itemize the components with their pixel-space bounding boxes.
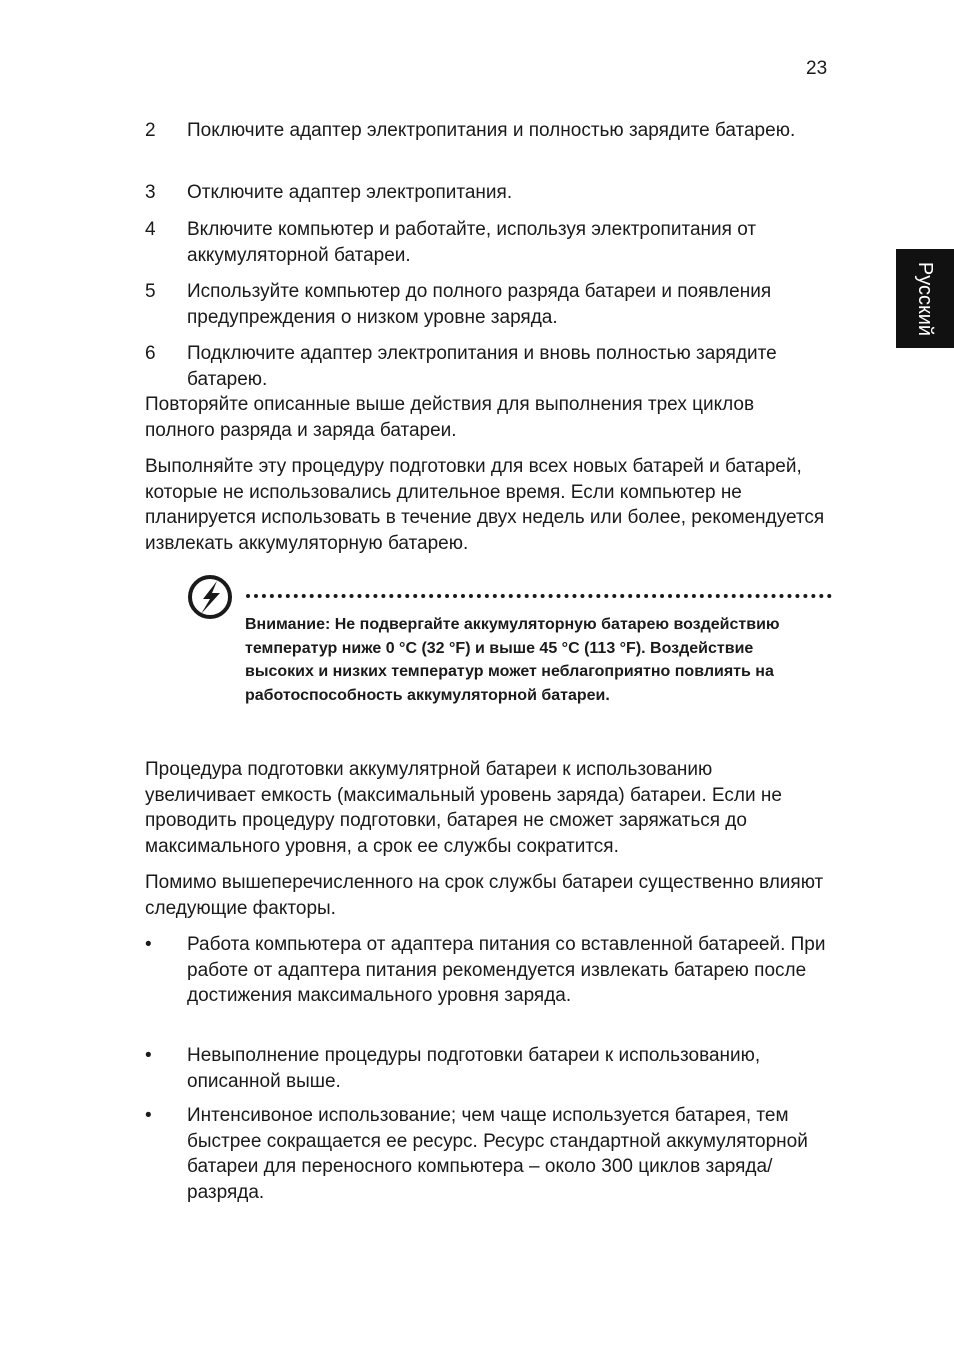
warning-divider: [246, 594, 832, 598]
step-number: 2: [145, 120, 156, 141]
step-text: Поключите адаптер электропитания и полностью зарядите батарею.: [187, 120, 796, 141]
step-number: 5: [145, 281, 156, 302]
bullet-text: Интенсивоное использование; чем чаще используется батарея, тем быстрее сокращается ее ресурс. Ресурс стандартной аккумуляторной батареи для переносного компьютера – около 300 циклов заряда/разряда.: [187, 1105, 808, 1203]
warning-bolt-icon: [186, 573, 234, 621]
bullet-marker: •: [145, 934, 152, 955]
step-text: Подключите адаптер электропитания и вновь полностью зарядите батарею.: [187, 343, 777, 390]
step-number: 3: [145, 182, 156, 203]
step-text: Используйте компьютер до полного разряда батареи и появления предупреждения о низком уровне заряда.: [187, 281, 772, 328]
bullet-marker: •: [145, 1105, 152, 1126]
step-number: 4: [145, 219, 156, 240]
factors-paragraph: Помимо вышеперечисленного на срок службы батареи существенно влияют следующие факторы.: [145, 872, 824, 919]
step-text: Отключите адаптер электропитания.: [187, 182, 513, 203]
bullet-marker: •: [145, 1045, 152, 1066]
step-number: 6: [145, 343, 156, 364]
step-text: Включите компьютер и работайте, используя электропитания от аккумуляторной батареи.: [187, 219, 757, 266]
procedure-paragraph: Выполняйте эту процедуру подготовки для всех новых батарей и батарей, которые не использовались длительное время. Если компьютер не планируется использовать в течение двух недель или более, рекомендуется извлекать аккумуляторную батарею.: [145, 456, 825, 554]
bullet-text: Работа компьютера от адаптера питания со вставленной батареей. При работе от адаптера питания рекомендуется извлекать батарею после достижения максимального уровня заряда.: [187, 934, 826, 1006]
warning-text: Внимание: Не подвергайте аккумуляторную батарею воздействию температур ниже 0 °C (32 °F) и выше 45 °C (113 °F). Воздействие высоких и низких температур может неблагоприятно повлиять на работоспособность аккумуляторной батареи.: [245, 616, 780, 704]
language-tab: [896, 249, 954, 348]
page-number: 23: [806, 58, 828, 79]
conditioning-paragraph: Процедура подготовки аккумулятрной батареи к использованию увеличивает емкость (максимальный уровень заряда) батареи. Если не проводить процедуру подготовки, батарея не сможет заряжаться до максимального уровня, а срок ее службы сократится.: [145, 759, 782, 857]
repeat-paragraph: Повторяйте описанные выше действия для выполнения трех циклов полного разряда и заряда батареи.: [145, 394, 755, 441]
language-tab-label: Русский: [914, 261, 936, 336]
bullet-text: Невыполнение процедуры подготовки батареи к использованию, описанной выше.: [187, 1045, 761, 1092]
